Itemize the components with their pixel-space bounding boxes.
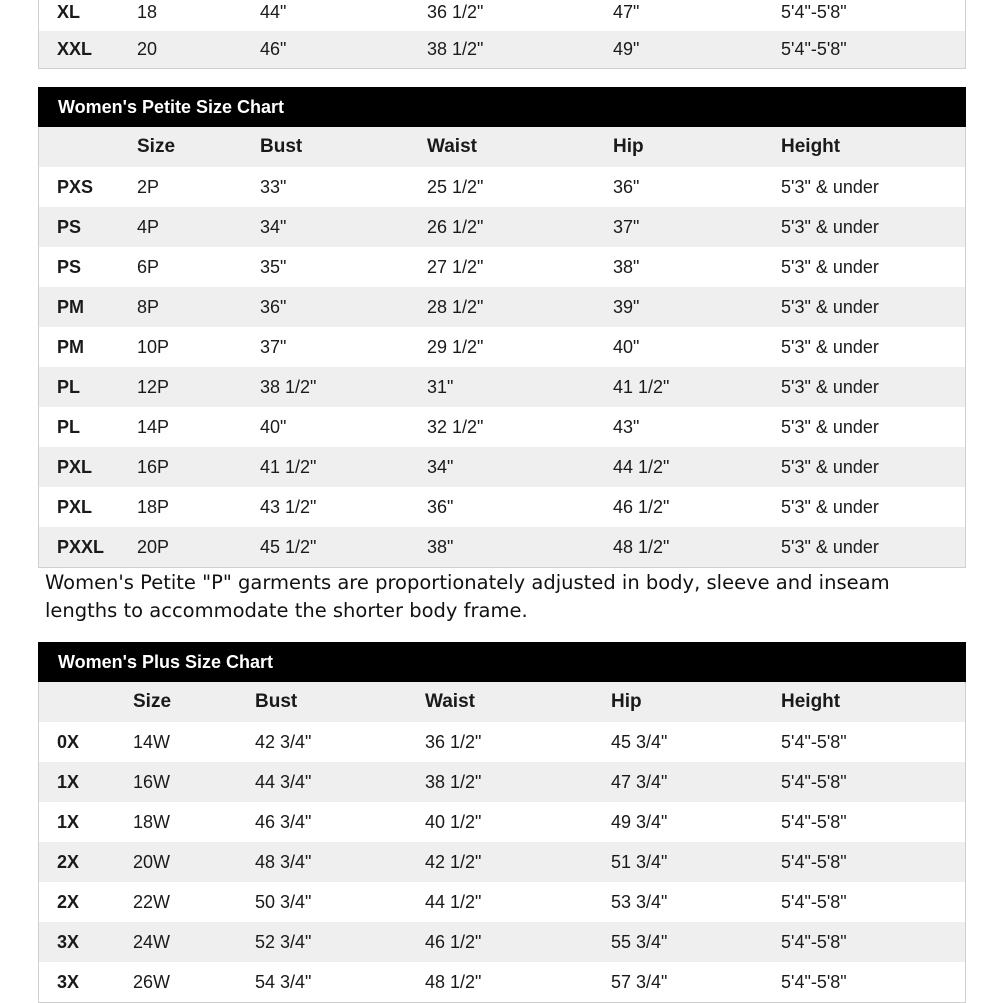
table-row — [39, 922, 965, 962]
waist-cell: 48 1/2" — [425, 971, 482, 992]
waist-cell: 42 1/2" — [425, 851, 482, 872]
waist-cell: 38" — [427, 536, 454, 557]
size-number-cell: 20W — [133, 851, 171, 872]
waist-cell: 34" — [427, 456, 454, 477]
table-row — [39, 207, 965, 247]
hip-cell: 55 3/4" — [611, 931, 668, 952]
header-waist: Waist — [427, 136, 477, 157]
waist-cell: 28 1/2" — [427, 296, 484, 317]
size-code-cell: 2X — [57, 891, 80, 912]
hip-cell: 46 1/2" — [613, 496, 670, 517]
size-code-cell: PS — [57, 256, 82, 277]
hip-cell: 37" — [613, 216, 640, 237]
bust-cell: 36" — [260, 296, 287, 317]
height-cell: 5'4"-5'8" — [781, 931, 847, 952]
hip-cell: 48 1/2" — [613, 536, 670, 557]
waist-cell: 46 1/2" — [425, 931, 482, 952]
bust-cell: 48 3/4" — [255, 851, 312, 872]
plus-size-table — [38, 642, 966, 1003]
bust-cell: 46 3/4" — [255, 811, 312, 832]
waist-cell: 38 1/2" — [425, 771, 482, 792]
size-number-cell: 20P — [137, 536, 170, 557]
height-cell: 5'3" & under — [781, 256, 879, 277]
table-row — [39, 882, 965, 922]
table-row — [39, 802, 965, 842]
table-row — [39, 407, 965, 447]
size-number-cell: 22W — [133, 891, 171, 912]
petite-note-line-1: Women's Petite "P" garments are proportionately adjusted in body, sleeve and inseam — [45, 571, 890, 594]
size-code-cell: 3X — [57, 971, 80, 992]
bust-cell: 54 3/4" — [255, 971, 312, 992]
header-bust: Bust — [255, 691, 298, 712]
table-title: Women's Plus Size Chart — [38, 642, 966, 682]
size-code-cell: PM — [57, 336, 84, 357]
bust-cell: 46" — [260, 39, 287, 59]
header-size: Size — [137, 136, 176, 157]
table-row — [39, 762, 965, 802]
waist-cell: 36 1/2" — [425, 731, 482, 752]
table-body — [38, 127, 966, 568]
waist-cell: 29 1/2" — [427, 336, 484, 357]
height-cell: 5'4"-5'8" — [781, 811, 847, 832]
bust-cell: 38 1/2" — [260, 376, 317, 397]
table-header-row — [39, 127, 965, 167]
hip-cell: 40" — [613, 336, 640, 357]
bust-cell: 43 1/2" — [260, 496, 317, 517]
hip-cell: 44 1/2" — [613, 456, 670, 477]
table-row — [39, 722, 965, 762]
size-code-cell: PL — [57, 416, 81, 437]
height-cell: 5'4"-5'8" — [781, 971, 847, 992]
height-cell: 5'3" & under — [781, 376, 879, 397]
size-number-cell: 8P — [137, 296, 160, 317]
size-code-cell: 2X — [57, 851, 80, 872]
size-number-cell: 26W — [133, 971, 171, 992]
hip-cell: 47" — [613, 2, 640, 22]
hip-cell: 53 3/4" — [611, 891, 668, 912]
hip-cell: 45 3/4" — [611, 731, 668, 752]
height-cell: 5'3" & under — [781, 296, 879, 317]
size-number-cell: 16P — [137, 456, 170, 477]
petite-size-table — [38, 87, 966, 568]
size-number-cell: 10P — [137, 336, 170, 357]
height-cell: 5'3" & under — [781, 456, 879, 477]
size-number-cell: 14W — [133, 731, 171, 752]
size-code-cell: 3X — [57, 931, 80, 952]
bust-cell: 45 1/2" — [260, 536, 317, 557]
size-number-cell: 2P — [137, 176, 160, 197]
hip-cell: 43" — [613, 416, 640, 437]
size-code-cell: XL — [57, 2, 81, 22]
hip-cell: 47 3/4" — [611, 771, 668, 792]
waist-cell: 36 1/2" — [427, 2, 484, 22]
table-row — [39, 487, 965, 527]
height-cell: 5'4"-5'8" — [781, 891, 847, 912]
size-code-cell: PXS — [57, 176, 94, 197]
waist-cell: 40 1/2" — [425, 811, 482, 832]
table-row — [39, 527, 965, 567]
size-code-cell: 0X — [57, 731, 80, 752]
bust-cell: 44 3/4" — [255, 771, 312, 792]
hip-cell: 36" — [613, 176, 640, 197]
bust-cell: 34" — [260, 216, 287, 237]
bust-cell: 50 3/4" — [255, 891, 312, 912]
height-cell: 5'3" & under — [781, 496, 879, 517]
table-row — [39, 287, 965, 327]
header-hip: Hip — [613, 136, 644, 157]
size-number-cell: 6P — [137, 256, 160, 277]
bust-cell: 33" — [260, 176, 287, 197]
size-number-cell: 12P — [137, 376, 170, 397]
table-header-row — [39, 682, 965, 722]
table-row — [39, 0, 965, 31]
table-body — [38, 682, 966, 1003]
size-code-cell: PM — [57, 296, 84, 317]
bust-cell: 44" — [260, 2, 287, 22]
height-cell: 5'3" & under — [781, 536, 879, 557]
header-size: Size — [133, 691, 172, 712]
table-row — [39, 31, 965, 68]
header-height: Height — [781, 691, 841, 712]
bust-cell: 42 3/4" — [255, 731, 312, 752]
hip-cell: 38" — [613, 256, 640, 277]
waist-cell: 32 1/2" — [427, 416, 484, 437]
size-number-cell: 16W — [133, 771, 171, 792]
hip-cell: 51 3/4" — [611, 851, 668, 872]
height-cell: 5'3" & under — [781, 176, 879, 197]
bust-cell: 41 1/2" — [260, 456, 317, 477]
size-number-cell: 20 — [137, 39, 158, 59]
size-code-cell: PXL — [57, 496, 93, 517]
size-number-cell: 4P — [137, 216, 160, 237]
height-cell: 5'4"-5'8" — [781, 2, 847, 22]
size-code-cell: PS — [57, 216, 82, 237]
header-waist: Waist — [425, 691, 475, 712]
size-number-cell: 18 — [137, 2, 158, 22]
waist-cell: 26 1/2" — [427, 216, 484, 237]
size-code-cell: PXXL — [57, 536, 105, 557]
height-cell: 5'3" & under — [781, 416, 879, 437]
size-code-cell: PL — [57, 376, 81, 397]
table-row — [39, 367, 965, 407]
header-height: Height — [781, 136, 841, 157]
table-row — [39, 327, 965, 367]
header-bust: Bust — [260, 136, 303, 157]
header-hip: Hip — [611, 691, 642, 712]
petite-note — [45, 569, 965, 625]
height-cell: 5'3" & under — [781, 336, 879, 357]
hip-cell: 49" — [613, 39, 640, 59]
size-number-cell: 18P — [137, 496, 170, 517]
size-number-cell: 18W — [133, 811, 171, 832]
bust-cell: 37" — [260, 336, 287, 357]
petite-note-line-2: lengths to accommodate the shorter body frame. — [45, 599, 528, 622]
waist-cell: 31" — [427, 376, 454, 397]
size-code-cell: XXL — [57, 39, 93, 59]
regular-size-table — [38, 0, 966, 69]
height-cell: 5'4"-5'8" — [781, 851, 847, 872]
height-cell: 5'3" & under — [781, 216, 879, 237]
hip-cell: 57 3/4" — [611, 971, 668, 992]
height-cell: 5'4"-5'8" — [781, 39, 847, 59]
size-code-cell: 1X — [57, 771, 80, 792]
table-row — [39, 842, 965, 882]
height-cell: 5'4"-5'8" — [781, 771, 847, 792]
hip-cell: 41 1/2" — [613, 376, 670, 397]
table-title: Women's Petite Size Chart — [38, 87, 966, 127]
hip-cell: 39" — [613, 296, 640, 317]
waist-cell: 27 1/2" — [427, 256, 484, 277]
table-row — [39, 167, 965, 207]
size-number-cell: 24W — [133, 931, 171, 952]
bust-cell: 35" — [260, 256, 287, 277]
waist-cell: 25 1/2" — [427, 176, 484, 197]
size-code-cell: PXL — [57, 456, 93, 477]
waist-cell: 44 1/2" — [425, 891, 482, 912]
bust-cell: 40" — [260, 416, 287, 437]
waist-cell: 36" — [427, 496, 454, 517]
bust-cell: 52 3/4" — [255, 931, 312, 952]
waist-cell: 38 1/2" — [427, 39, 484, 59]
table-row — [39, 247, 965, 287]
size-number-cell: 14P — [137, 416, 170, 437]
table-row — [39, 447, 965, 487]
size-code-cell: 1X — [57, 811, 80, 832]
table-row — [39, 962, 965, 1002]
height-cell: 5'4"-5'8" — [781, 731, 847, 752]
hip-cell: 49 3/4" — [611, 811, 668, 832]
